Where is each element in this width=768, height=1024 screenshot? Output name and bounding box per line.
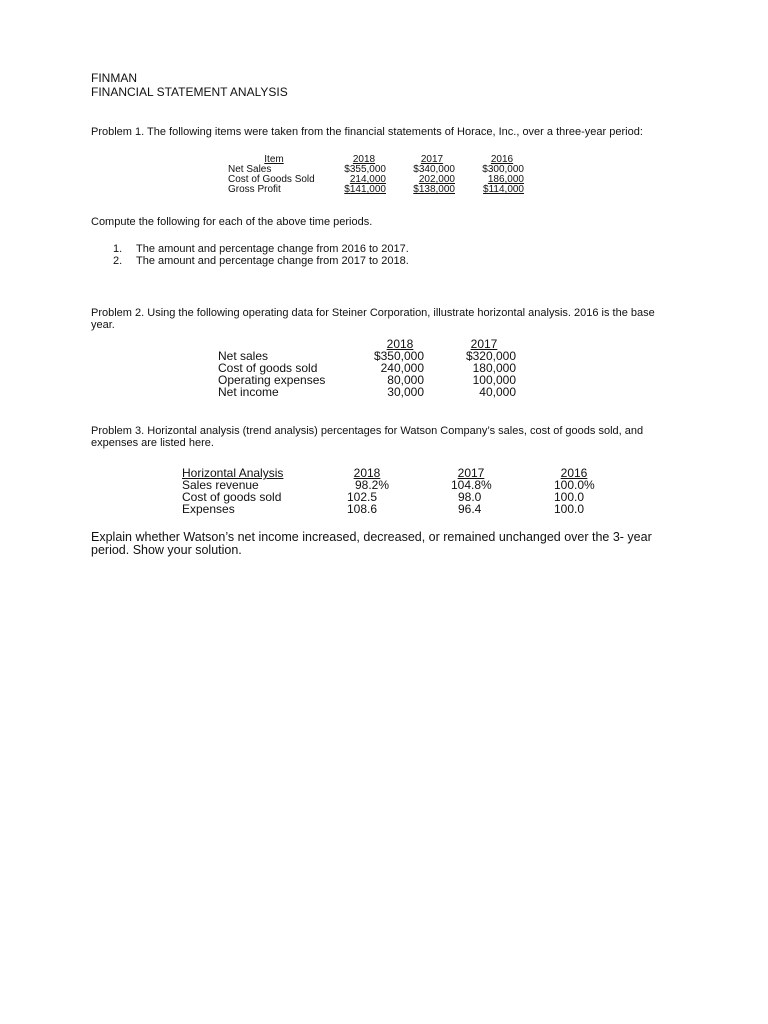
table-cell: 104.8% (451, 478, 492, 492)
table-cell: $340,000 (413, 164, 455, 175)
problem1-intro: Problem 1. The following items were taken from the financial statements of Horace, Inc., over a three-year period: (91, 126, 643, 138)
course-code: FINMAN (91, 71, 137, 85)
table-cell: 100.0 (554, 502, 585, 516)
table-row-label: Cost of Goods Sold (228, 174, 315, 185)
table-cell: 180,000 (472, 361, 516, 375)
p3-header-2018: 2018 (353, 466, 381, 480)
problem2-intro: Problem 2. Using the following operating data for Steiner Corporation, illustrate horizontal analysis. 2016 is the base year. (91, 307, 655, 331)
table-cell: $114,000 (483, 184, 524, 195)
table-cell: $141,000 (344, 184, 386, 195)
table-cell: 98.0 (458, 490, 482, 504)
p3-header-2017: 2017 (457, 466, 485, 480)
table-cell: 100.0% (554, 478, 595, 492)
table-row-label: Gross Profit (228, 184, 281, 195)
p3-header-2016: 2016 (560, 466, 588, 480)
table-row-label: Net sales (218, 349, 269, 363)
p3-header-label: Horizontal Analysis (182, 466, 284, 480)
table-row-label: Net income (218, 385, 279, 399)
table-cell: $350,000 (373, 349, 424, 363)
table-cell: 240,000 (380, 361, 424, 375)
problem3-question: Explain whether Watson’s net income increased, decreased, or remained unchanged over the 3- year period. Show your solution. (91, 530, 652, 557)
table-cell: 108.6 (347, 502, 378, 516)
list-item: The amount and percentage change from 2016 to 2017. (136, 243, 409, 255)
list-item: The amount and percentage change from 2017 to 2018. (136, 255, 409, 267)
table-cell: 100.0 (554, 490, 585, 504)
table-cell: 202,000 (418, 174, 455, 185)
problem1-instruction: Compute the following for each of the above time periods. (91, 216, 373, 228)
p1-header-2016: 2016 (490, 154, 514, 165)
p1-header-item: Item (264, 154, 284, 165)
table-cell: $138,000 (413, 184, 455, 195)
table-row-label: Net Sales (228, 164, 272, 175)
table-cell: 186,000 (487, 174, 524, 185)
list-number: 1. (113, 243, 123, 255)
table-row-label: Cost of goods sold (182, 490, 282, 504)
table-cell: 96.4 (458, 502, 482, 516)
p1-header-2018: 2018 (352, 154, 376, 165)
table-row-label: Operating expenses (218, 373, 326, 387)
p1-header-2017: 2017 (420, 154, 444, 165)
p2-header-2017: 2017 (470, 337, 498, 351)
table-row-label: Cost of goods sold (218, 361, 318, 375)
table-cell: 40,000 (479, 385, 516, 399)
table-row-label: Expenses (182, 502, 235, 516)
p2-header-2018: 2018 (386, 337, 414, 351)
table-cell: 214,000 (349, 174, 386, 185)
table-cell: 30,000 (387, 385, 424, 399)
table-row-label: Sales revenue (182, 478, 259, 492)
table-cell: $355,000 (344, 164, 386, 175)
problem3-intro: Problem 3. Horizontal analysis (trend analysis) percentages for Watson Company’s sales, cost of goods sold, and expenses are listed here. (91, 425, 644, 449)
table-cell: $320,000 (465, 349, 516, 363)
list-number: 2. (113, 255, 123, 267)
document-title: FINANCIAL STATEMENT ANALYSIS (91, 85, 288, 99)
table-cell: 102.5 (347, 490, 378, 504)
table-cell: 100,000 (472, 373, 516, 387)
table-cell: 80,000 (387, 373, 424, 387)
table-cell: $300,000 (482, 164, 524, 175)
table-cell: 98.2% (355, 478, 390, 492)
